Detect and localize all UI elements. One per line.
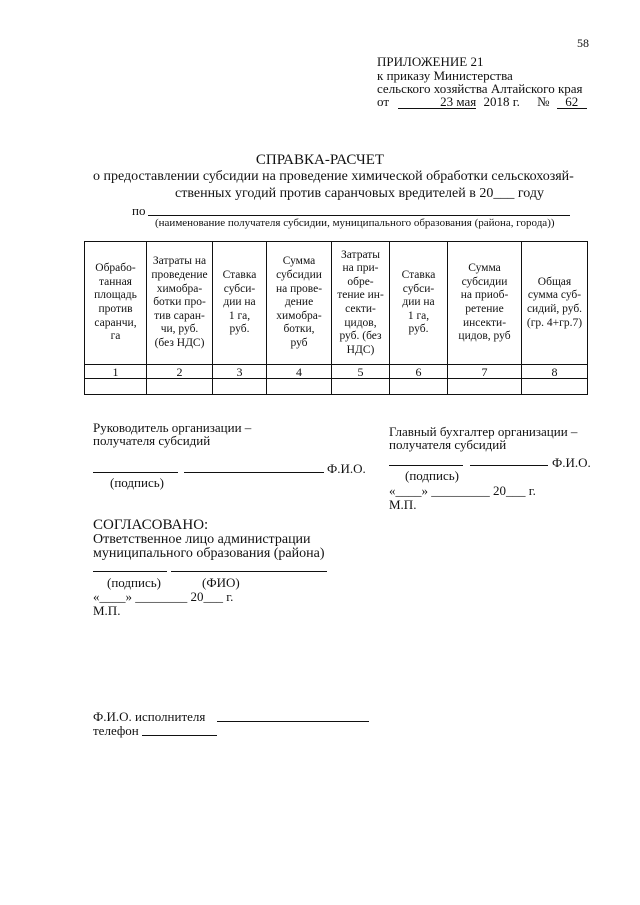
head-name-line — [184, 472, 324, 473]
accountant-signature-hint: (подпись) — [405, 468, 459, 483]
table-number-cell: 2 — [147, 365, 213, 379]
subsidy-table — [84, 241, 588, 395]
phone-label: телефон — [93, 723, 139, 738]
agreed-line-2: муниципального образования (района) — [93, 546, 325, 561]
agreed-signature-hint: (подпись) — [107, 575, 161, 590]
accountant-name-line — [470, 465, 548, 466]
head-signature-hint: (подпись) — [110, 475, 164, 490]
table-header-cell: Ставка субси- дии на 1 га, руб. — [390, 242, 448, 365]
table-data-cell — [522, 379, 588, 395]
agreed-name-line — [171, 571, 327, 572]
recipient-hint: (наименование получателя субсидии, муниципального образования (района, города)) — [155, 217, 555, 229]
table-header-row — [85, 242, 588, 365]
appendix-date-year: 2018 г. — [483, 94, 520, 109]
table-header-cell: Ставка субси- дии на 1 га, руб. — [213, 242, 267, 365]
table-data-cell — [332, 379, 390, 395]
appendix-number-sign: № — [537, 94, 550, 109]
accountant-date: «____» _________ 20___ г. — [389, 483, 536, 498]
appendix-date-day: 23 мая — [398, 95, 476, 109]
agreed-signature-line — [93, 571, 167, 572]
executor-name-line — [217, 721, 369, 722]
head-signature-line — [93, 472, 178, 473]
table-header-cell: Обрабо- танная площадь против саранчи, га — [85, 242, 147, 365]
table-data-cell — [85, 379, 147, 395]
appendix-from-label: от — [377, 94, 390, 109]
agreed-mp: М.П. — [93, 603, 121, 618]
recipient-line — [148, 215, 570, 216]
table-header-cell: Затраты на проведение химобра- ботки про- тив саран- чи, руб. (без НДС) — [147, 242, 213, 365]
accountant-line-1: Главный бухгалтер организации – — [389, 424, 578, 439]
table-header-cell: Сумма субсидии на приоб- ретение инсекти- цидов, руб — [448, 242, 522, 365]
po-label: по — [132, 203, 146, 218]
table-data-cell — [147, 379, 213, 395]
table-data-cell — [448, 379, 522, 395]
doc-subtitle-line-1: о предоставлении субсидии на проведение химической обработки сельскохозяй- — [93, 169, 574, 184]
appendix-line-1: к приказу Министерства — [377, 68, 513, 83]
table-data-row — [85, 379, 588, 395]
table-number-cell: 1 — [85, 365, 147, 379]
table-data-cell — [267, 379, 332, 395]
table-number-cell: 7 — [448, 365, 522, 379]
appendix-date-line — [377, 94, 587, 110]
doc-title: СПРАВКА-РАСЧЕТ — [255, 152, 385, 168]
table-data-cell — [390, 379, 448, 395]
agreed-title: СОГЛАСОВАНО: — [93, 517, 209, 533]
head-line-2: получателя субсидий — [93, 433, 211, 448]
page-number: 58 — [577, 36, 589, 50]
table-number-row — [85, 365, 588, 379]
table-header-cell: Сумма субсидии на прове- дение химобра- ботки, руб — [267, 242, 332, 365]
appendix-title: ПРИЛОЖЕНИЕ 21 — [377, 54, 484, 69]
phone-line — [142, 735, 217, 736]
table-number-cell: 8 — [522, 365, 588, 379]
agreed-line-1: Ответственное лицо администрации — [93, 532, 311, 547]
agreed-fio-hint: (ФИО) — [202, 575, 240, 590]
appendix-line-2: сельского хозяйства Алтайского края — [377, 81, 583, 96]
doc-subtitle-line-2: ственных угодий против саранчовых вредителей в 20___ году — [175, 186, 544, 201]
agreed-date: «____» ________ 20___ г. — [93, 589, 234, 604]
head-fio-label: Ф.И.О. — [327, 461, 366, 476]
accountant-fio-label: Ф.И.О. — [552, 455, 591, 470]
table-number-cell: 3 — [213, 365, 267, 379]
table-number-cell: 4 — [267, 365, 332, 379]
table-header-cell: Затраты на при- обре- тение ин- секти- цидов, руб. (без НДС) — [332, 242, 390, 365]
head-line-1: Руководитель организации – — [93, 420, 252, 435]
executor-label: Ф.И.О. исполнителя — [93, 709, 206, 724]
table-header-cell: Общая сумма суб- сидий, руб. (гр. 4+гр.7) — [522, 242, 588, 365]
accountant-mp: М.П. — [389, 497, 417, 512]
table-number-cell: 5 — [332, 365, 390, 379]
table-number-cell: 6 — [390, 365, 448, 379]
table-data-cell — [213, 379, 267, 395]
appendix-number: 62 — [557, 95, 587, 109]
accountant-signature-line — [389, 465, 463, 466]
accountant-line-2: получателя субсидий — [389, 437, 507, 452]
